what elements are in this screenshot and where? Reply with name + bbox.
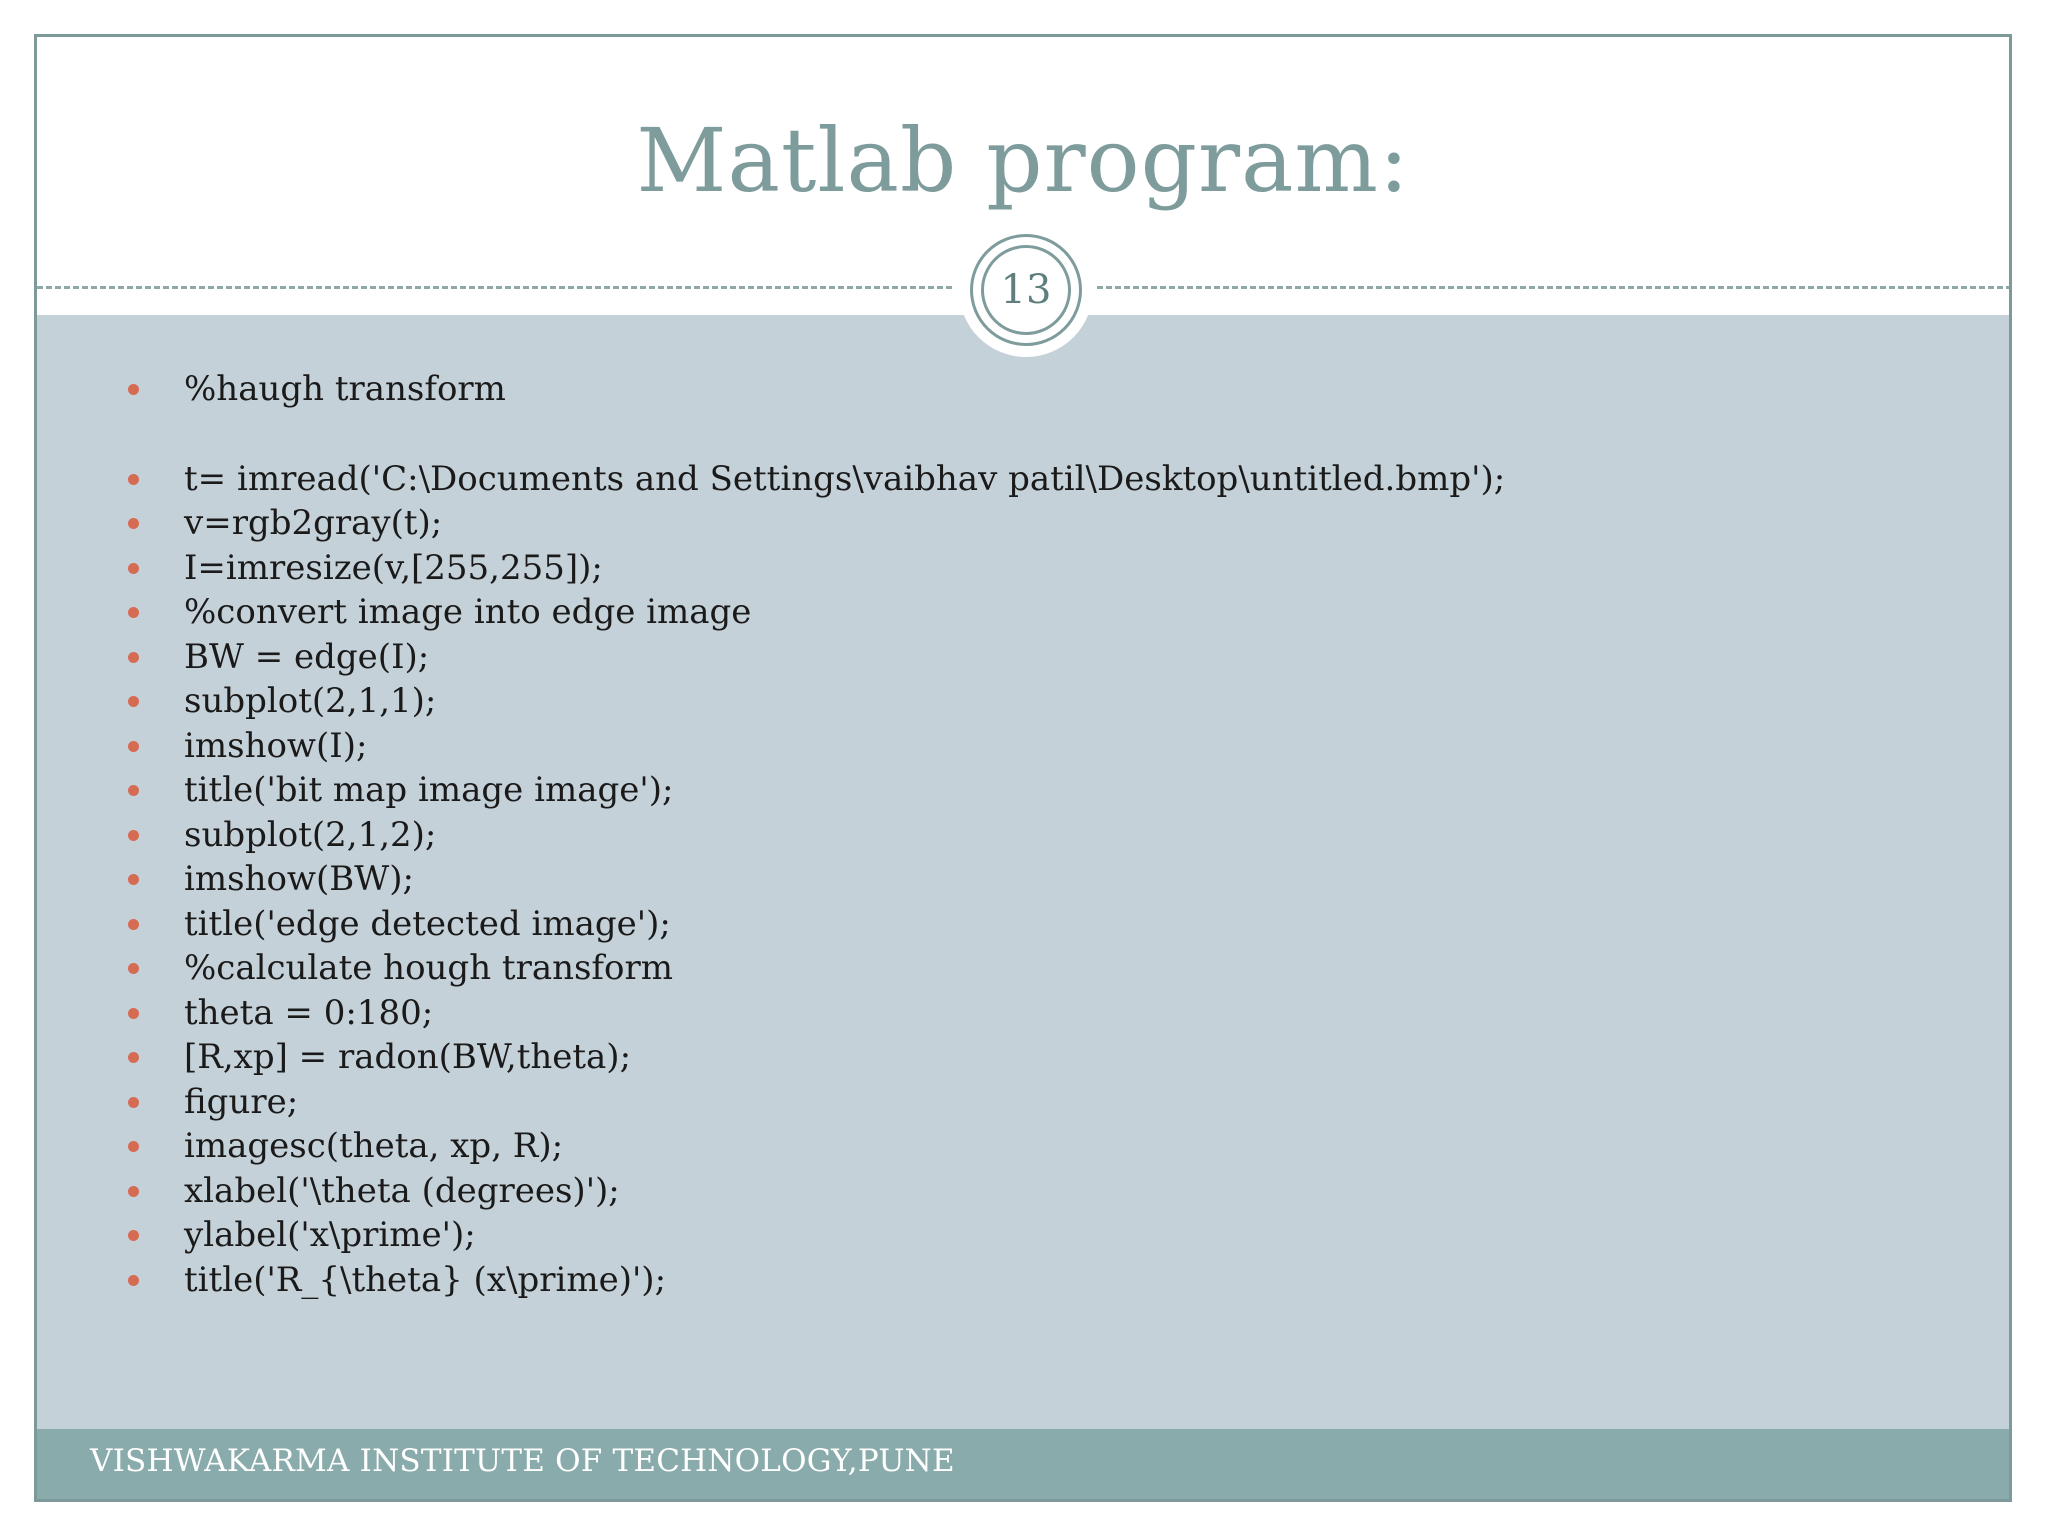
code-line — [97, 768, 1505, 813]
code-line-text: figure; — [184, 1081, 299, 1122]
slide-title: Matlab program: — [636, 109, 1410, 212]
footer-text: VISHWAKARMA INSTITUTE OF TECHNOLOGY,PUNE — [90, 1443, 955, 1479]
code-line-text: subplot(2,1,2); — [184, 814, 437, 855]
code-line — [97, 1080, 1505, 1125]
bullet-icon — [128, 1186, 139, 1197]
code-line-text: t= imread('C:\Documents and Settings\vaibhav patil\Desktop\untitled.bmp'); — [184, 458, 1506, 499]
code-line — [97, 590, 1505, 635]
code-line-text: ylabel('x\prime'); — [184, 1215, 476, 1255]
code-line — [97, 1035, 1505, 1080]
code-line — [97, 367, 1505, 412]
code-line-text: title('R_{\theta} (x\prime)'); — [184, 1259, 667, 1300]
bullet-icon — [128, 1008, 139, 1019]
code-line — [97, 457, 1505, 502]
code-line — [97, 1213, 1505, 1258]
bullet-icon — [128, 474, 139, 485]
code-line — [97, 902, 1505, 947]
code-line-text: theta = 0:180; — [184, 992, 434, 1033]
code-list — [97, 367, 1505, 1302]
bullet-icon — [128, 607, 139, 618]
code-line-text: imshow(BW); — [184, 859, 414, 899]
bullet-icon — [128, 1275, 139, 1286]
code-line — [97, 1169, 1505, 1214]
code-line — [97, 724, 1505, 769]
bullet-icon — [128, 963, 139, 974]
code-line-text: %haugh transform — [184, 369, 506, 409]
bullet-icon — [128, 652, 139, 663]
code-line — [97, 857, 1505, 902]
divider-left — [37, 286, 952, 289]
code-line-text: imshow(I); — [184, 725, 368, 766]
code-line-text: v=rgb2gray(t); — [184, 503, 443, 543]
code-line — [97, 679, 1505, 724]
slide-number: 13 — [981, 245, 1071, 335]
code-line-text: [R,xp] = radon(BW,theta); — [184, 1037, 632, 1077]
bullet-icon — [128, 874, 139, 885]
bullet-icon — [128, 384, 139, 395]
bullet-icon — [128, 741, 139, 752]
code-line-text: %calculate hough transform — [184, 948, 673, 988]
bullet-icon — [128, 1141, 139, 1152]
code-line — [97, 546, 1505, 591]
code-line-text: I=imresize(v,[255,255]); — [184, 547, 603, 588]
bullet-icon — [128, 518, 139, 529]
code-line-text: %convert image into edge image — [184, 592, 752, 632]
bullet-icon — [128, 919, 139, 930]
bullet-icon — [128, 1052, 139, 1063]
code-line-text: subplot(2,1,1); — [184, 681, 437, 721]
slide-number-ring — [970, 234, 1082, 346]
bullet-icon — [128, 1097, 139, 1108]
code-line — [97, 813, 1505, 858]
code-line-text: title('edge detected image'); — [184, 903, 671, 944]
slide — [34, 34, 2012, 1502]
code-line-text: xlabel('\theta (degrees)'); — [184, 1170, 620, 1211]
code-line — [97, 501, 1505, 546]
bullet-icon — [128, 830, 139, 841]
code-line-text: imagesc(theta, xp, R); — [184, 1126, 564, 1166]
code-line — [97, 1124, 1505, 1169]
bullet-icon — [128, 696, 139, 707]
code-line-text: title('bit map image image'); — [184, 770, 674, 810]
code-line — [97, 1258, 1505, 1303]
code-line — [97, 635, 1505, 680]
code-line-text: BW = edge(I); — [184, 636, 430, 677]
code-line — [97, 946, 1505, 991]
divider-right — [1097, 286, 2012, 289]
bullet-icon — [128, 1230, 139, 1241]
bullet-icon — [128, 563, 139, 574]
code-line — [97, 991, 1505, 1036]
footer — [37, 1429, 2009, 1499]
content-area — [37, 315, 2009, 1465]
slide-number-badge — [959, 223, 1093, 357]
bullet-icon — [128, 785, 139, 796]
